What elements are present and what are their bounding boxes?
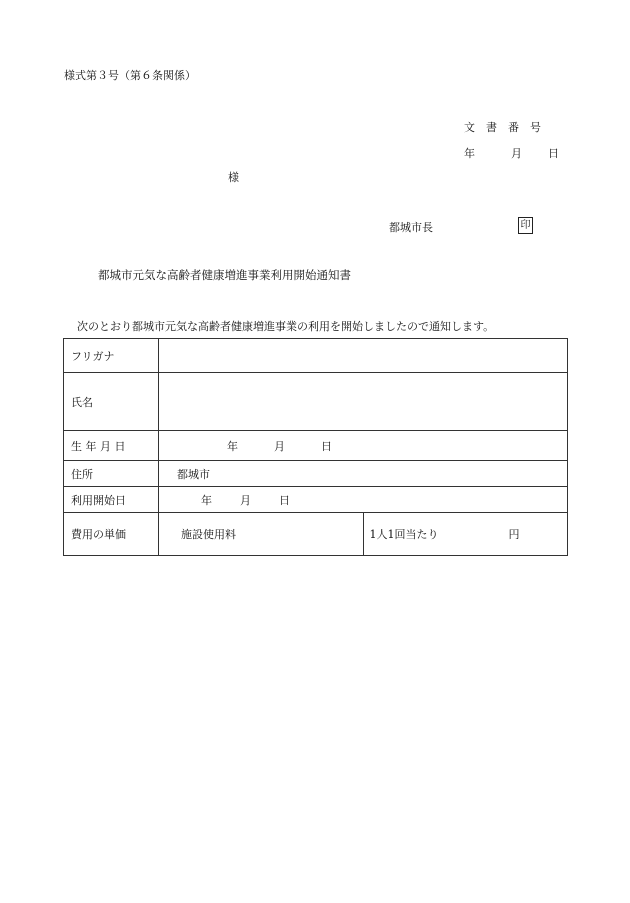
fee-currency: 円 bbox=[508, 528, 520, 541]
table-row-name bbox=[64, 373, 568, 431]
table-row-birthdate bbox=[64, 431, 568, 461]
notification-table bbox=[63, 338, 568, 556]
addressee-suffix: 様 bbox=[228, 171, 239, 184]
fee-unit: 1人1回当たり bbox=[369, 528, 439, 541]
start-date-label: 利用開始日 bbox=[64, 487, 159, 513]
issue-date-day: 日 bbox=[548, 147, 559, 160]
start-date-day: 日 bbox=[279, 493, 290, 507]
birthdate-field[interactable] bbox=[159, 431, 568, 461]
document-title: 都城市元気な高齢者健康増進事業利用開始通知書 bbox=[98, 268, 351, 282]
start-date-year: 年 bbox=[201, 493, 212, 507]
furigana-field[interactable] bbox=[159, 339, 568, 373]
seal-box: 印 bbox=[518, 217, 533, 234]
fee-label: 費用の単価 bbox=[64, 513, 159, 556]
issuer-name: 都城市長 bbox=[389, 221, 433, 234]
issue-date bbox=[464, 145, 559, 161]
table-row-address bbox=[64, 461, 568, 487]
birthdate-label: 生 年 月 日 bbox=[64, 431, 159, 461]
form-label: 様式第３号（第６条関係） bbox=[64, 69, 196, 82]
address-label: 住所 bbox=[64, 461, 159, 487]
birthdate-month: 月 bbox=[274, 439, 285, 453]
fee-amount-field[interactable] bbox=[363, 513, 568, 556]
start-date-field[interactable] bbox=[159, 487, 568, 513]
issue-date-month: 月 bbox=[511, 147, 522, 160]
furigana-label: フリガナ bbox=[64, 339, 159, 373]
table-row-start-date bbox=[64, 487, 568, 513]
start-date-month: 月 bbox=[240, 493, 251, 507]
intro-text: 次のとおり都城市元気な高齢者健康増進事業の利用を開始しましたので通知します。 bbox=[77, 320, 495, 333]
name-label: 氏名 bbox=[64, 373, 159, 431]
name-field[interactable] bbox=[159, 373, 568, 431]
address-field[interactable]: 都城市 bbox=[159, 461, 568, 487]
birthdate-day: 日 bbox=[321, 439, 332, 453]
birthdate-year: 年 bbox=[227, 439, 238, 453]
fee-type: 施設使用料 bbox=[159, 513, 364, 556]
issue-date-year: 年 bbox=[464, 147, 475, 160]
table-row-fee bbox=[64, 513, 568, 556]
document-number-label: 文書番号 bbox=[464, 121, 552, 134]
table-row-furigana bbox=[64, 339, 568, 373]
